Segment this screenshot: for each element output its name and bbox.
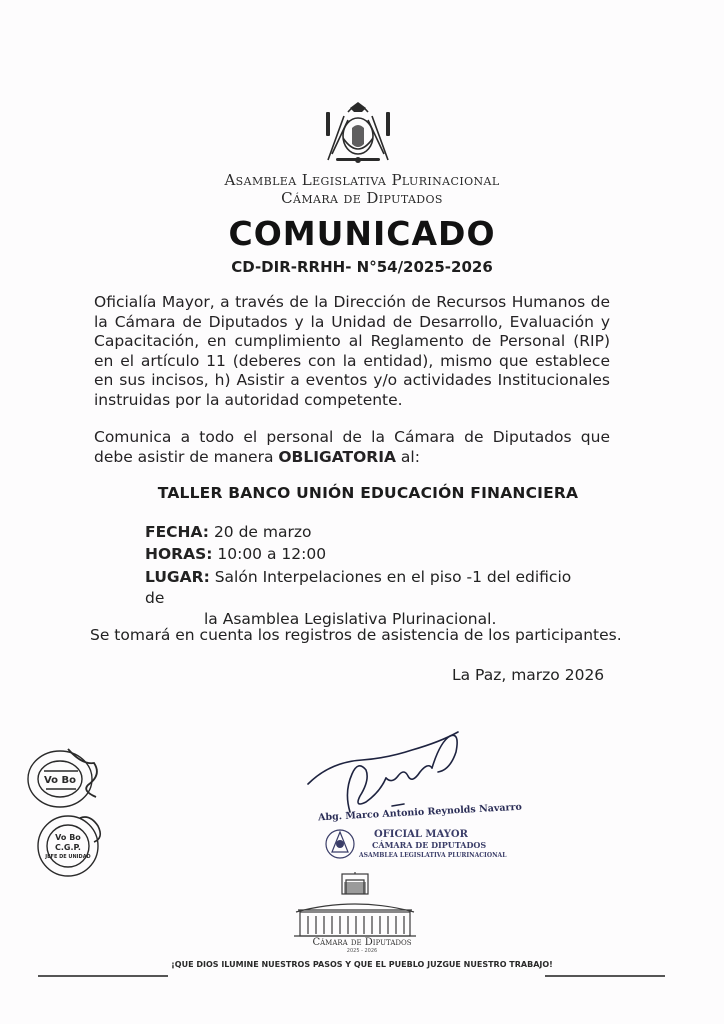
footer-years: 2025 - 2026 [346,948,378,954]
footer-institution: Cámara de Diputados [312,937,412,948]
footer-divider-left [38,975,168,977]
announcement-text-end: al: [395,447,420,466]
footer-motto: ¡QUE DIOS ILUMINE NUESTROS PASOS Y QUE EL PUEBLO JUZGUE NUESTRO TRABAJO! [171,960,553,969]
event-title: TALLER BANCO UNIÓN EDUCACIÓN FINANCIERA [157,484,579,502]
date-label: FECHA: [145,523,210,541]
attendance-note: Se tomará en cuenta los registros de asistencia de los participantes. [90,626,622,644]
signer-name: Abg. Marco Antonio Reynolds Navarro [317,801,523,824]
stamp-assembly: ASAMBLEA LEGISLATIVA PLURINACIONAL [359,852,507,859]
stamp-b-line3: JEFE DE UNIDAD [45,854,91,860]
stamp-b-line1: Vo Bo [55,833,81,842]
document-title: COMUNICADO [228,214,496,253]
footer-divider-right [545,975,665,977]
time-value: 10:00 a 12:00 [212,545,327,563]
announcement-paragraph [94,428,610,467]
mandatory-label: OBLIGATORIA [278,447,396,466]
intro-paragraph: Oficialía Mayor, a través de la Dirección de Recursos Humanos de la Cámara de Diputados y la Unidad de Desarrollo, Evaluación y Capacitación, en cumplimiento al Reglamento de Personal (RIP) en el artículo 11 (deberes con la entidad), mismo que establece en sus incisos, h) Asistir a eventos y/o actividades Institucionales instruidas por la autoridad competente. [94,293,610,409]
bolivia-coat-of-arms-icon [318,98,398,170]
date-row [145,522,311,543]
location-label: LUGAR: [145,568,210,586]
approval-stamp-unit [34,812,106,880]
location-row [145,567,595,630]
location-value-continued: la Asamblea Legislativa Plurinacional. [204,610,497,628]
institution-name: Asamblea Legislativa Plurinacional [224,171,500,189]
location-value: Salón Interpelaciones en el piso -1 del edificio de [145,568,572,607]
place-and-date: La Paz, marzo 2026 [452,666,605,684]
reference-number: CD-DIR-RRHH- N°54/2025-2026 [231,258,493,276]
time-row [145,544,326,565]
approval-stamp-hr [22,745,106,811]
stamp-role: OFICIAL MAYOR [374,829,468,840]
stamp-b-line2: C.G.P. [55,843,81,852]
stamp-a-text: Vo Bo [43,775,77,786]
stamp-chamber: CÁMARA DE DIPUTADOS [372,840,487,850]
time-label: HORAS: [145,545,213,563]
date-value: 20 de marzo [209,523,312,541]
announcement-text: Comunica a todo el personal de la Cámara de Diputados que debe asistir de manera [94,428,610,466]
chamber-name: Cámara de Diputados [281,189,443,207]
